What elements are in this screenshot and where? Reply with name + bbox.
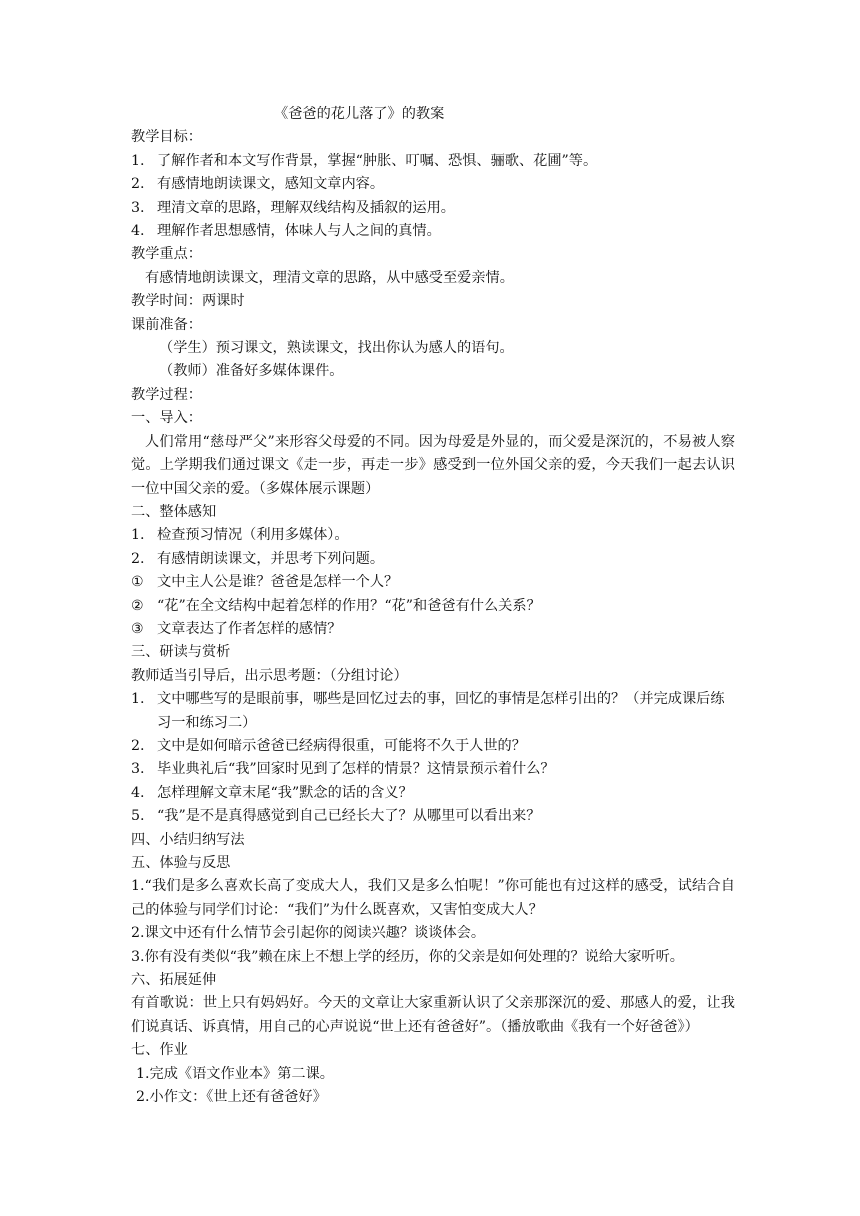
preparation-teacher: （教师）准备好多媒体课件。 bbox=[159, 363, 344, 380]
goal-item bbox=[131, 173, 735, 196]
section-3-item bbox=[131, 758, 735, 781]
section-3-item bbox=[131, 782, 735, 805]
section-1-heading: 一、导入： bbox=[131, 410, 202, 427]
section-3-item bbox=[131, 688, 735, 735]
item-text: 文章表达了作者怎样的感情？ bbox=[157, 620, 342, 637]
document-title: 《爸爸的花儿落了》的教案 bbox=[274, 106, 445, 122]
section-3-item bbox=[131, 735, 735, 758]
item-text: 有感情地朗读课文，感知文章内容。 bbox=[157, 176, 385, 193]
item-number: 4. bbox=[131, 223, 145, 240]
item-text: 理解作者思想感情，体味人与人之间的真情。 bbox=[157, 223, 441, 240]
item-number: ③ bbox=[131, 620, 144, 637]
key-points-text: 有感情地朗读课文，理清文章的思路，从中感受至爱亲情。 bbox=[145, 269, 514, 286]
section-7-heading: 七、作业 bbox=[131, 1042, 188, 1059]
section-3-intro: 教师适当引导后，出示思考题：（分组讨论） bbox=[131, 667, 408, 684]
homework-item: 2.小作文：《世上还有爸爸好》 bbox=[136, 1089, 327, 1106]
process-heading: 教学过程： bbox=[131, 386, 202, 403]
section-2-item bbox=[131, 548, 735, 571]
item-text: 理清文章的思路，理解双线结构及插叙的运用。 bbox=[157, 199, 455, 216]
item-number: 5. bbox=[131, 808, 145, 825]
section-2-heading: 二、整体感知 bbox=[131, 503, 217, 520]
section-2-question bbox=[131, 618, 735, 641]
item-number: 2. bbox=[131, 737, 145, 754]
section-5-item: 2.课文中还有什么情节会引起你的阅读兴趣？谈谈体会。 bbox=[131, 925, 486, 942]
item-text: 有感情朗读课文，并思考下列问题。 bbox=[157, 550, 385, 567]
section-3-heading: 三、研读与赏析 bbox=[131, 644, 231, 661]
item-number: 3. bbox=[131, 761, 145, 778]
item-number: 2. bbox=[131, 176, 145, 193]
item-number: 3. bbox=[131, 199, 145, 216]
section-6-text: 有首歌说：世上只有妈妈好。今天的文章让大家重新认识了父亲那深沉的爱、那感人的爱，让我们说真话、诉真情，用自己的心声说说“世上还有爸爸好”。（播放歌曲《我有一个好爸爸》） bbox=[131, 995, 735, 1035]
goal-item bbox=[131, 150, 735, 173]
homework-item: 1.完成《语文作业本》第二课。 bbox=[136, 1065, 334, 1082]
teaching-time: 教学时间：两课时 bbox=[131, 293, 245, 310]
item-text: 文中主人公是谁？爸爸是怎样一个人？ bbox=[157, 574, 399, 591]
item-text: 了解作者和本文写作背景，掌握“肿胀、叮嘱、恐惧、骊歌、花圃”等。 bbox=[157, 152, 598, 169]
section-1-text: 人们常用“慈母严父”来形容父母爱的不同。因为母爱是外显的，而父爱是深沉的，不易被人察觉。上学期我们通过课文《走一步，再走一步》感受到一位外国父亲的爱，今天我们一起去认识一位中国父亲的爱。（多媒体展示课题） bbox=[131, 433, 735, 497]
item-text: 检查预习情况（利用多媒体）。 bbox=[157, 527, 349, 544]
item-text: “花”在全文结构中起着怎样的作用？“花”和爸爸有什么关系？ bbox=[157, 597, 541, 614]
item-text: “我”是不是真得感觉到自己已经长大了？从哪里可以看出来？ bbox=[157, 808, 541, 825]
item-text: 怎样理解文章末尾“我”默念的话的含义？ bbox=[157, 784, 413, 801]
section-5-item: 3.你有没有类似“我”赖在床上不想上学的经历，你的父亲是如何处理的？说给大家听听。 bbox=[131, 948, 684, 965]
item-text: 文中哪些写的是眼前事，哪些是回忆过去的事，回忆的事情是怎样引出的？（并完成课后练习一和练习二） bbox=[157, 691, 725, 731]
item-number: ② bbox=[131, 597, 144, 614]
item-number: ① bbox=[131, 574, 144, 591]
item-number: 1. bbox=[131, 691, 145, 708]
item-number: 4. bbox=[131, 784, 145, 801]
section-2-question bbox=[131, 571, 735, 594]
section-6-heading: 六、拓展延伸 bbox=[131, 972, 217, 989]
section-2-item bbox=[131, 524, 735, 547]
section-2-question bbox=[131, 595, 735, 618]
item-number: 1. bbox=[131, 152, 145, 169]
item-text: 文中是如何暗示爸爸已经病得很重，可能将不久于人世的？ bbox=[157, 737, 526, 754]
section-5-heading: 五、体验与反思 bbox=[131, 855, 231, 871]
key-points-heading: 教学重点： bbox=[131, 246, 202, 263]
goal-item bbox=[131, 220, 735, 243]
item-text: 毕业典礼后“我”回家时见到了怎样的情景？这情景预示着什么？ bbox=[157, 761, 555, 778]
item-number: 2. bbox=[131, 550, 145, 567]
section-3-item bbox=[131, 805, 735, 828]
preparation-heading: 课前准备： bbox=[131, 316, 202, 333]
goal-item bbox=[131, 197, 735, 220]
goals-heading: 教学目标： bbox=[131, 129, 202, 146]
section-4-heading: 四、小结归纳写法 bbox=[131, 831, 245, 848]
preparation-student: （学生）预习课文，熟读课文，找出你认为感人的语句。 bbox=[159, 340, 514, 357]
item-number: 1. bbox=[131, 527, 145, 544]
lesson-plan-body bbox=[131, 103, 735, 1109]
section-5-item: 1.“我们是多么喜欢长高了变成大人，我们又是多么怕呢！”你可能也有过这样的感受，试结合自己的体验与同学们讨论：“我们”为什么既喜欢，又害怕变成大人？ bbox=[131, 878, 735, 918]
